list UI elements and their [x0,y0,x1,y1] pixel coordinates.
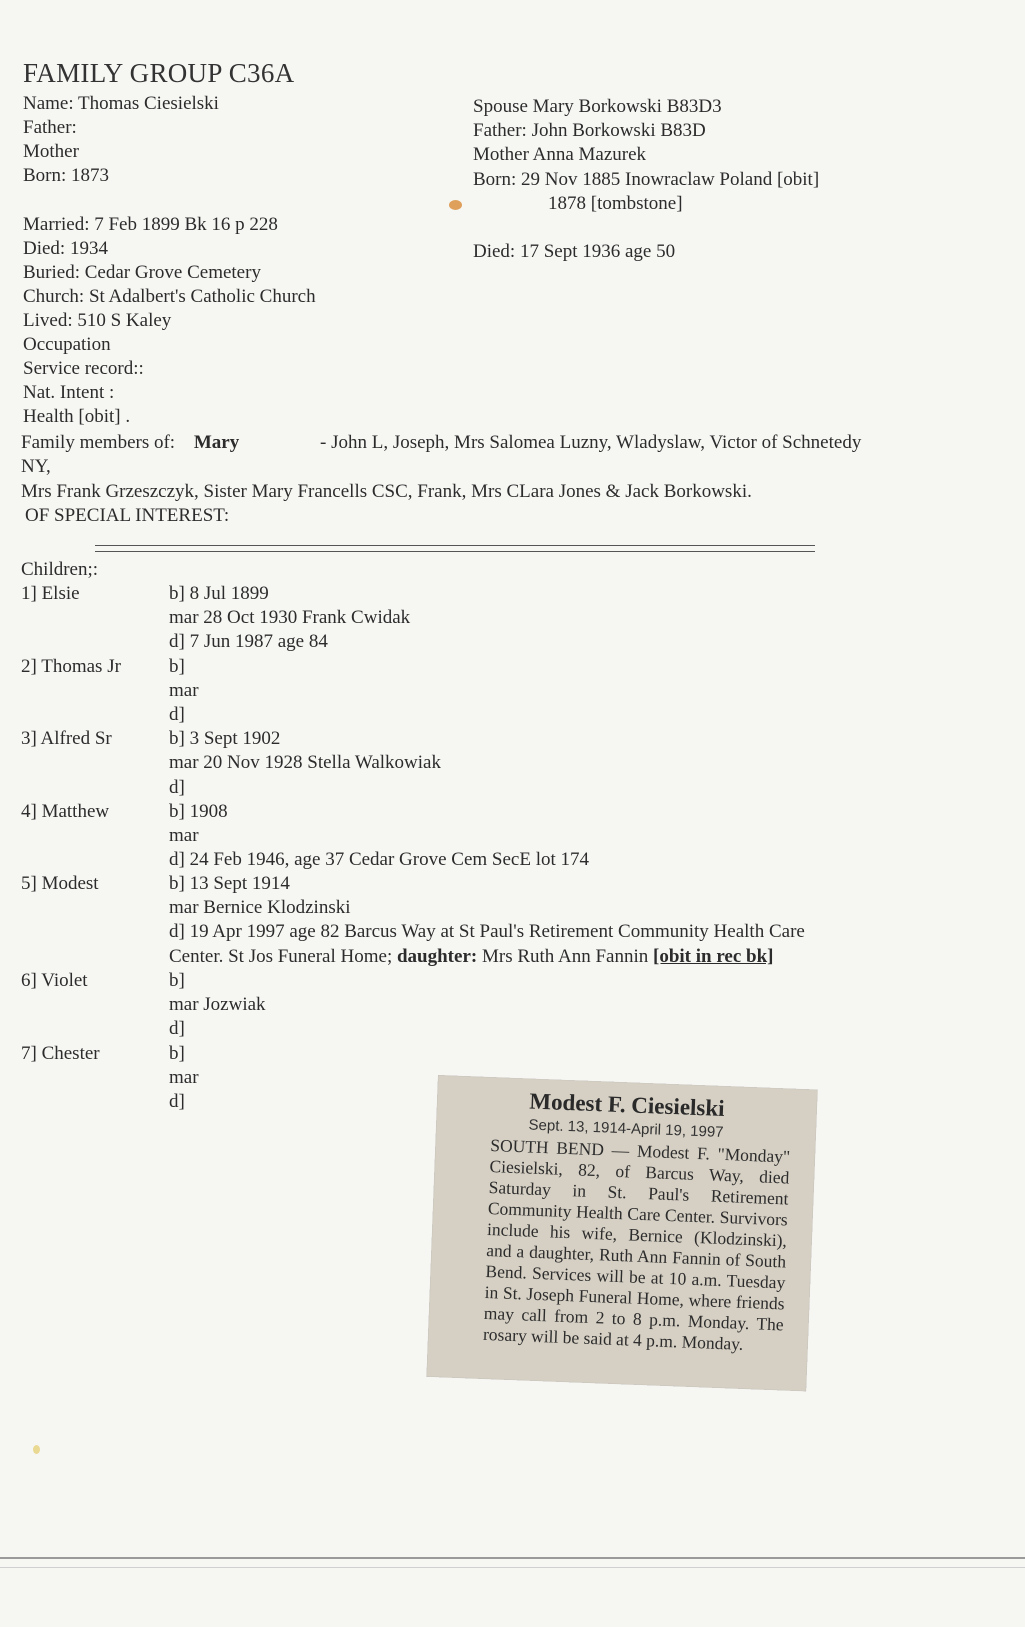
married-line: Married: 7 Feb 1899 Bk 16 p 228 [23,214,278,235]
child-detail: mar Bernice Klodzinski [169,897,351,918]
born-line: Born: 1873 [23,165,110,186]
spouse-born-line: Born: 29 Nov 1885 Inowraclaw Poland [obit] [473,169,820,190]
child-name: 7] Chester [21,1043,100,1064]
child-name: 6] Violet [21,970,88,991]
spouse-born-tombstone-line: 1878 [tombstone] [548,193,683,214]
name-line: Name: Thomas Ciesielski [23,93,219,114]
mother-line: Mother [23,141,79,162]
clipping-title: Modest F. Ciesielski [528,1088,726,1122]
family-members-label-text: Family members of: [21,432,176,453]
child-detail: mar [169,680,199,701]
scan-edge-line [0,1557,1025,1559]
family-members-name: Mary [193,432,240,453]
modest-extra-daughter-name: Mrs Ruth Ann Fannin [477,946,653,967]
spouse-died-line: Died: 17 Sept 1936 age 50 [473,241,676,262]
child-detail: b] 13 Sept 1914 [169,873,290,894]
obit-link[interactable]: [obit in rec bk] [653,946,774,967]
child-name: 5] Modest [21,873,99,894]
modest-extra-pre: Center. St Jos Funeral Home; [169,946,397,967]
stain-mark [449,200,462,210]
lived-line: Lived: 510 S Kaley [23,310,172,331]
modest-extra-daughter-label: daughter: [396,946,478,967]
child-name: 1] Elsie [21,583,80,604]
child-name: 4] Matthew [21,801,110,822]
child-detail: mar 20 Nov 1928 Stella Walkowiak [169,752,441,773]
children-label: Children;: [21,559,99,580]
service-record-line: Service record:: [23,358,144,379]
clipping-body: SOUTH BEND — Modest F. "Monday" Ciesielski, 82, of Barcus Way, died Saturday in St. Paul's Retirement Community Health Care Center. Survivors include his wife, Bernice (Klodzinski), and a daughter, Ruth Ann Fannin of South Bend. Services will be at 10 a.m. Tuesday in St. Joseph Funeral Home, where friends may call from 2 to 8 p.m. Monday. The rosary will be said at 4 p.m. Monday. [482,1135,791,1354]
family-members-line-2: NY, [21,456,51,477]
modest-extra-line [169,945,774,969]
family-members-line-1: - John L, Joseph, Mrs Salomea Luzny, Wladyslaw, Victor of Schnetedy [320,432,862,453]
section-divider [95,545,815,552]
page-title: FAMILY GROUP C36A [23,58,295,88]
obituary-clipping [426,1075,817,1391]
scan-edge-line [0,1567,1025,1568]
child-detail: mar Jozwiak [169,994,266,1015]
child-detail: b] 1908 [169,801,228,822]
child-detail: b] 8 Jul 1899 [169,583,269,604]
spouse-mother-line: Mother Anna Mazurek [473,144,647,165]
buried-line: Buried: Cedar Grove Cemetery [23,262,261,283]
child-detail: b] [169,1043,185,1064]
family-members-line-3: Mrs Frank Grzeszczyk, Sister Mary Francells CSC, Frank, Mrs CLara Jones & Jack Borkowski. [21,481,752,502]
child-detail: b] [169,970,185,991]
child-detail: d] [169,777,185,798]
child-name: 3] Alfred Sr [21,728,112,749]
father-line: Father: [23,117,77,138]
occupation-line: Occupation [23,334,111,355]
child-detail: mar [169,1067,199,1088]
child-detail: d] [169,704,185,725]
child-detail: d] 24 Feb 1946, age 37 Cedar Grove Cem SecE lot 174 [169,849,590,870]
child-detail: mar 28 Oct 1930 Frank Cwidak [169,607,411,628]
child-detail: d] 7 Jun 1987 age 84 [169,631,328,652]
spouse-line: Spouse Mary Borkowski B83D3 [473,96,722,117]
child-detail: b] 3 Sept 1902 [169,728,281,749]
child-detail: d] [169,1091,185,1112]
family-members-label [21,431,239,455]
nat-intent-line: Nat. Intent : [23,382,115,403]
died-line: Died: 1934 [23,238,108,259]
child-detail: d] 19 Apr 1997 age 82 Barcus Way at St Paul's Retirement Community Health Care [169,921,805,942]
stain-mark [33,1445,40,1454]
special-interest-label: OF SPECIAL INTEREST: [25,505,230,526]
child-name: 2] Thomas Jr [21,656,121,677]
child-detail: d] [169,1018,185,1039]
child-detail: mar [169,825,199,846]
spouse-father-line: Father: John Borkowski B83D [473,120,706,141]
church-line: Church: St Adalbert's Catholic Church [23,286,316,307]
clipping-dates: Sept. 13, 1914-April 19, 1997 [528,1116,724,1141]
child-detail: b] [169,656,185,677]
health-line: Health [obit] . [23,406,131,427]
